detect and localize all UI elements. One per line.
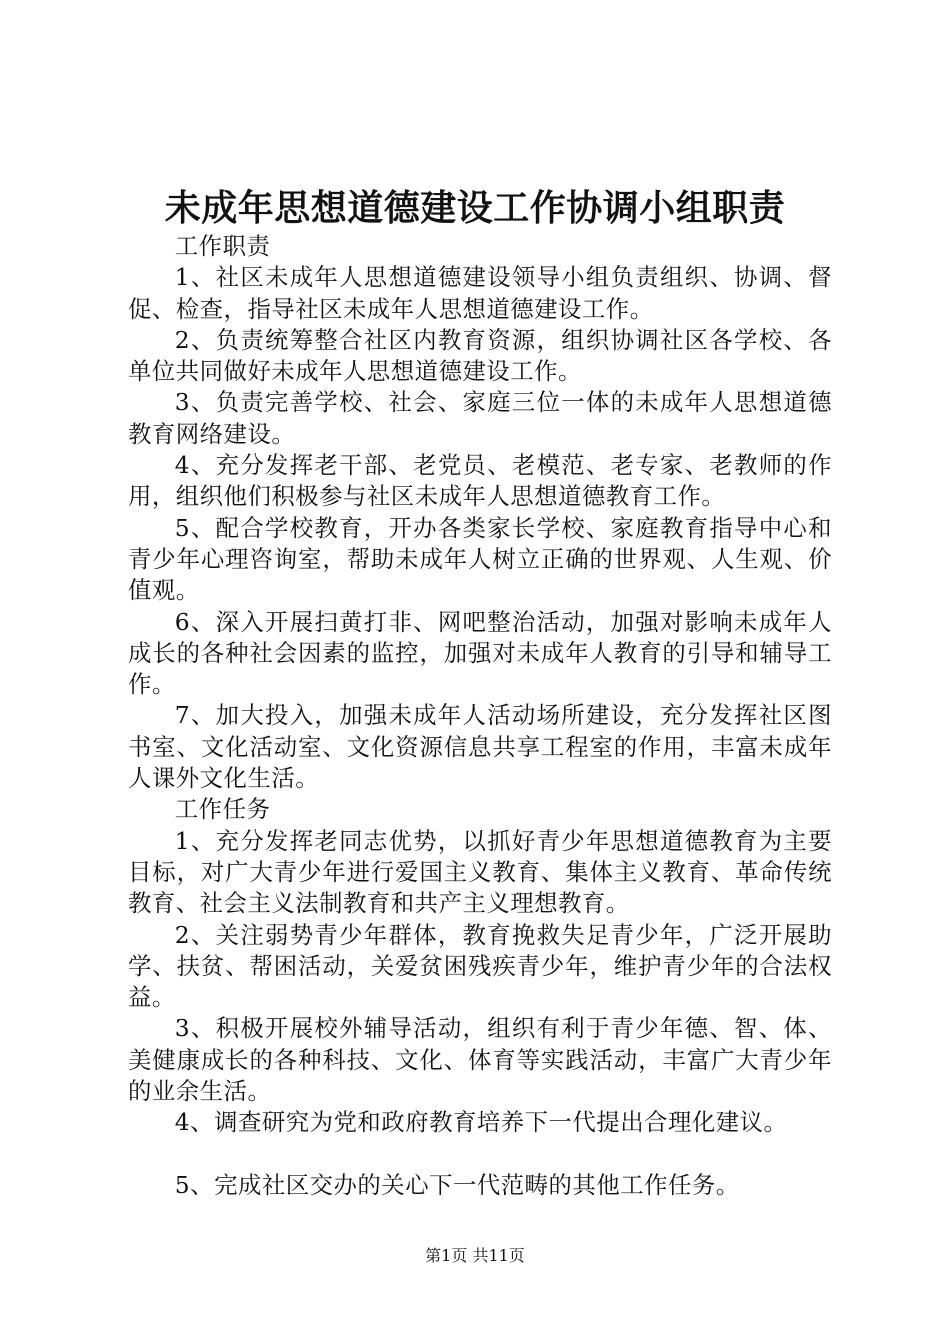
duty-item-1: 1、社区未成年人思想道德建设领导小组负责组织、协调、督促、检查，指导社区未成年人思想道德建设工作。 [128, 263, 832, 323]
task-item-3: 3、积极开展校外辅导活动，组织有利于青少年德、智、体、美健康成长的各种科技、文化、体育等实践活动，丰富广大青少年的业余生活。 [128, 1014, 832, 1106]
task-item-2: 2、关注弱势青少年群体，教育挽救失足青少年，广泛开展助学、扶贫、帮困活动，关爱贫困残疾青少年，维护青少年的合法权益。 [128, 920, 832, 1012]
section-heading-duties: 工作职责 [174, 232, 271, 260]
task-item-5: 5、完成社区交办的关心下一代范畴的其他工作任务。 [174, 1170, 740, 1199]
task-item-4: 4、调查研究为党和政府教育培养下一代提出合理化建议。 [174, 1108, 788, 1137]
page-title: 未成年思想道德建设工作协调小组职责 [164, 187, 786, 229]
duty-item-6: 6、深入开展扫黄打非、网吧整治活动，加强对影响未成年人成长的各种社会因素的监控，加强对未成年人教育的引导和辅导工作。 [128, 607, 832, 699]
page-footer: 第1页 共11页 [425, 1246, 525, 1265]
duty-item-2: 2、负责统筹整合社区内教育资源，组织协调社区各学校、各单位共同做好未成年人思想道德建设工作。 [128, 325, 832, 386]
duty-item-5: 5、配合学校教育，开办各类家长学校、家庭教育指导中心和青少年心理咨询室，帮助未成年人树立正确的世界观、人生观、价值观。 [128, 513, 832, 605]
duty-item-7: 7、加大投入，加强未成年人活动场所建设，充分发挥社区图书室、文化活动室、文化资源信息共享工程室的作用，丰富未成年人课外文化生活。 [128, 701, 832, 793]
document-body [128, 231, 832, 1201]
duty-item-3: 3、负责完善学校、社会、家庭三位一体的未成年人思想道德教育网络建设。 [128, 388, 832, 448]
task-item-1: 1、充分发挥老同志优势，以抓好青少年思想道德教育为主要目标，对广大青少年进行爱国主义教育、集体主义教育、革命传统教育、社会主义法制教育和共产主义理想教育。 [128, 826, 832, 918]
section-heading-tasks: 工作任务 [174, 795, 271, 824]
duty-item-4: 4、充分发挥老干部、老党员、老模范、老专家、老教师的作用，组织他们积极参与社区未成年人思想道德教育工作。 [128, 451, 832, 511]
